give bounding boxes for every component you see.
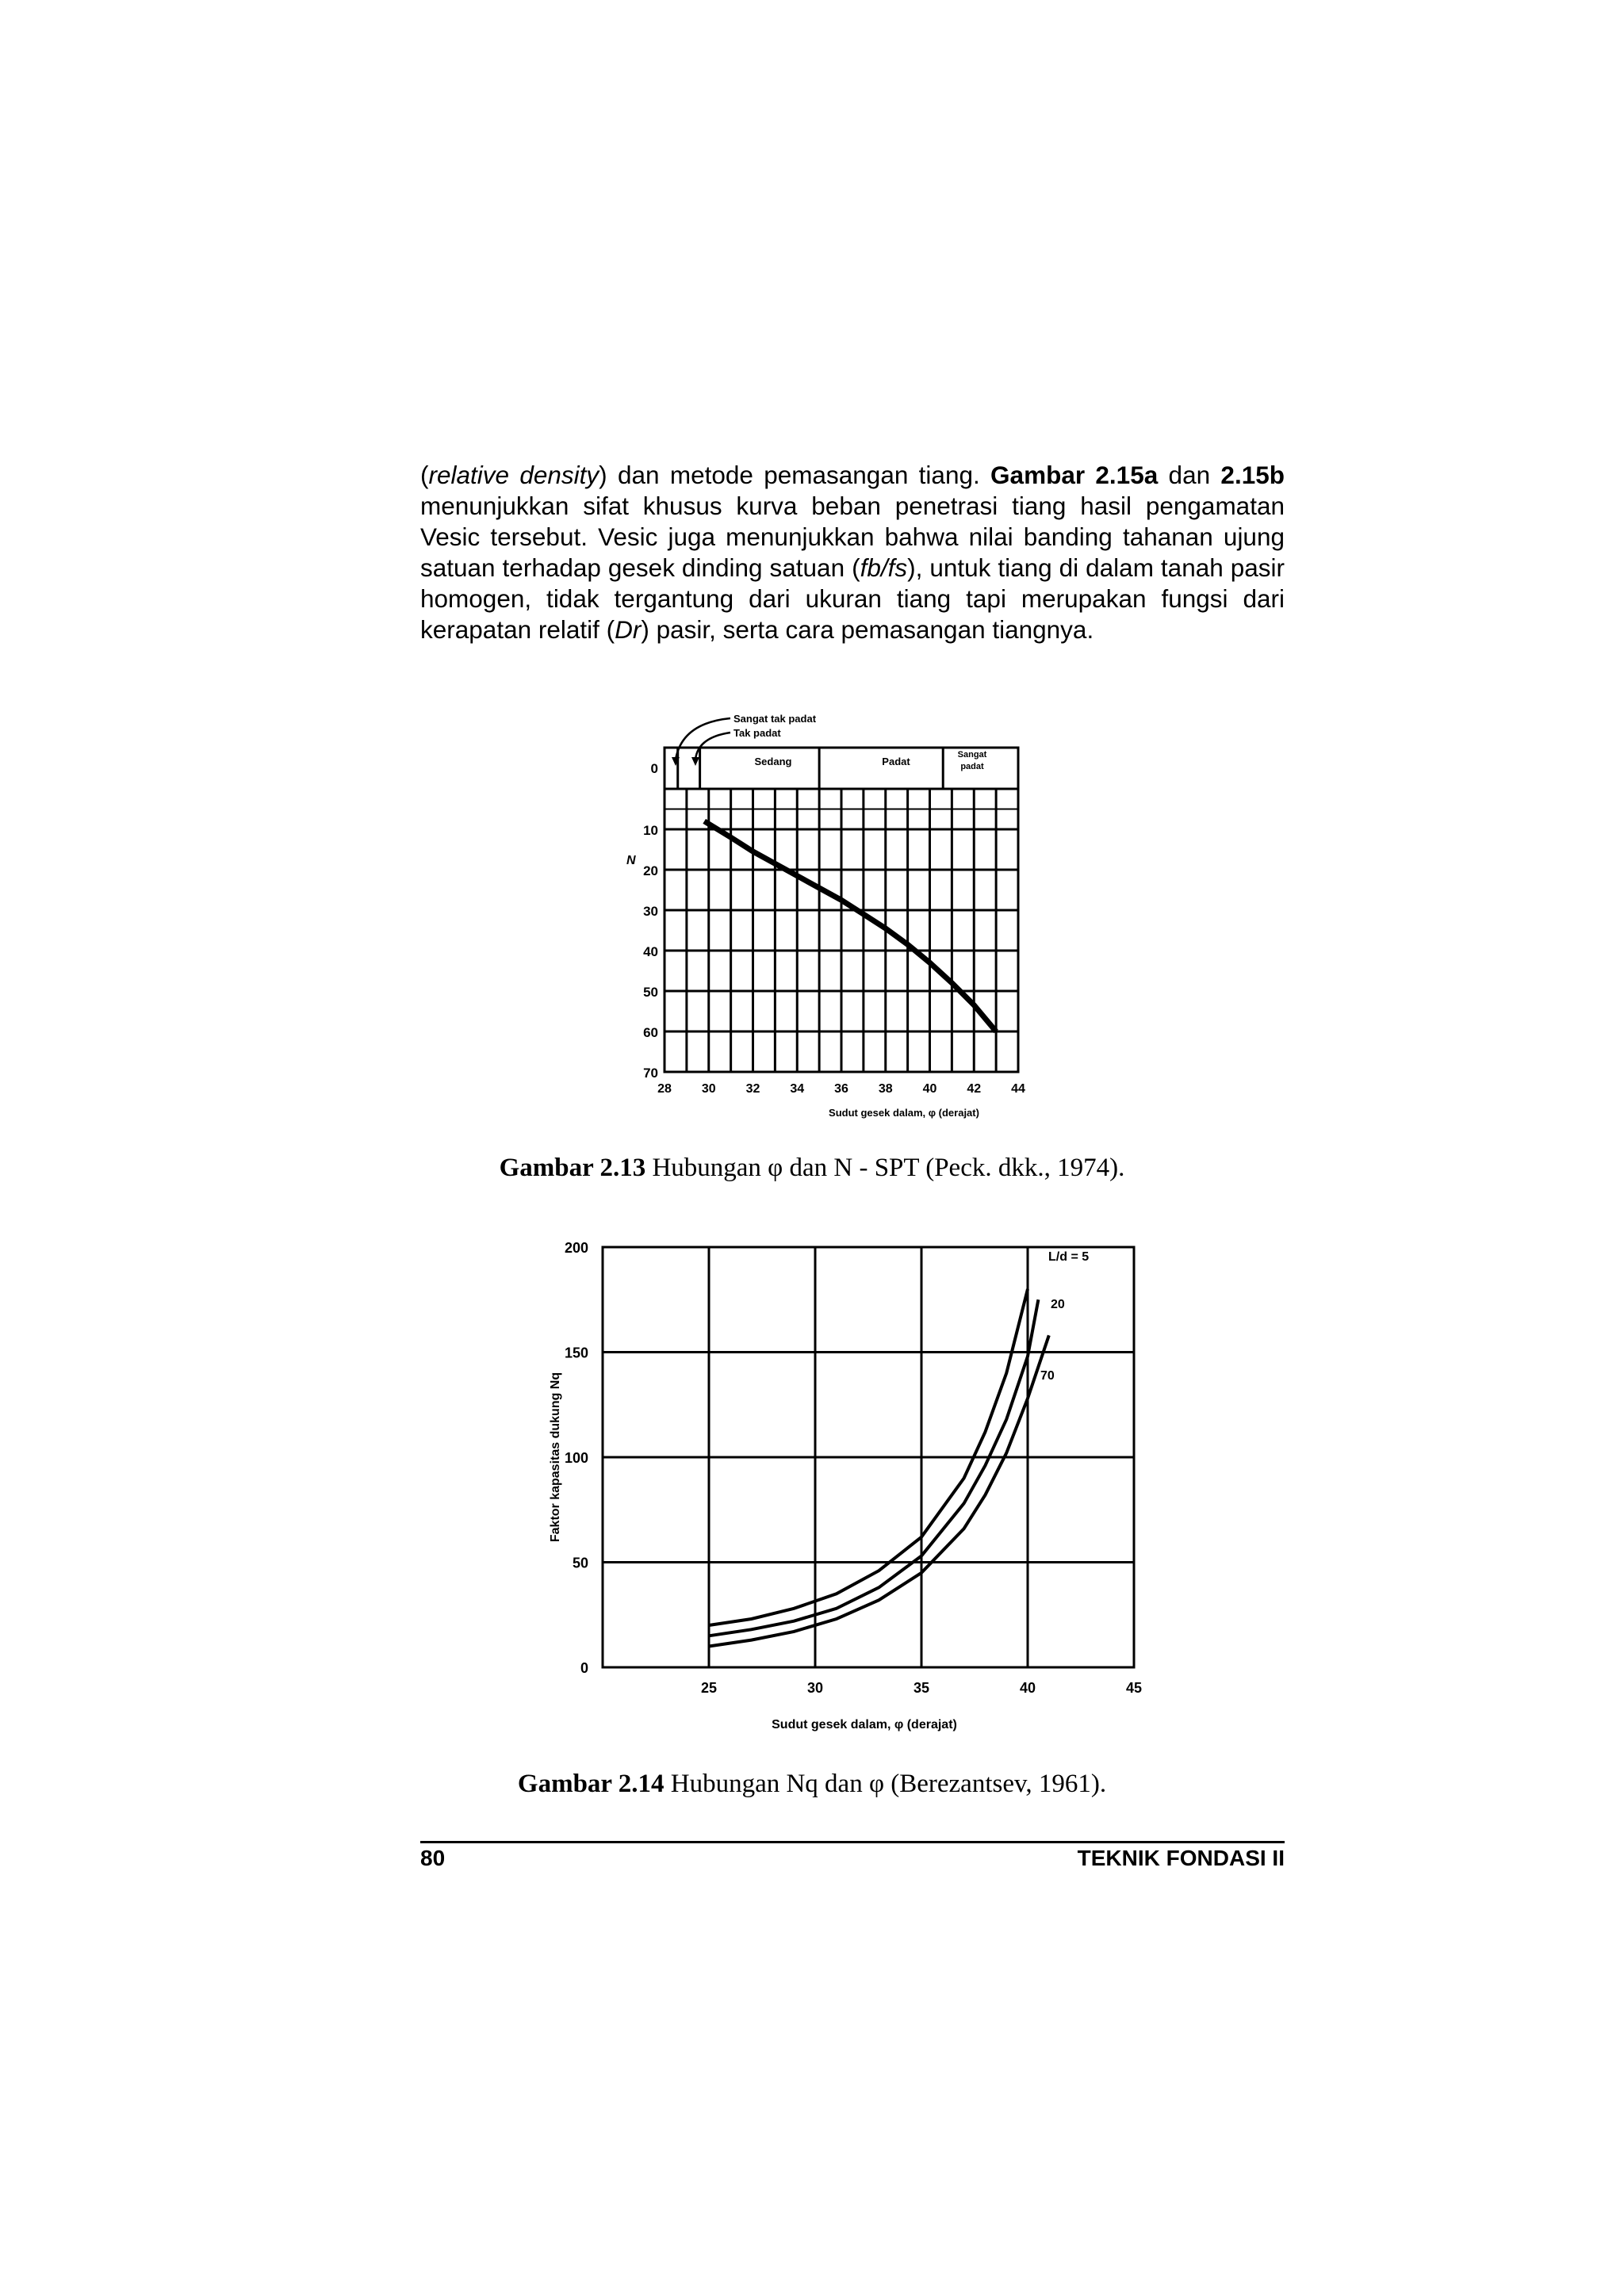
fig1-x-tick: 40: [922, 1082, 937, 1096]
fig2-y-tick: 150: [564, 1345, 588, 1361]
fig2-curve-label: 70: [1040, 1369, 1055, 1383]
fig1-band-sangat-padat: padat: [960, 762, 984, 771]
fig1-y-tick: 30: [643, 904, 658, 919]
fig1-x-tick: 44: [1011, 1082, 1025, 1096]
fig2-curve-2: [709, 1299, 1038, 1636]
fig2-x-axis-label: Sudut gesek dalam, φ (derajat): [772, 1718, 957, 1732]
fig1-band-sangat-padat: Sangat: [957, 750, 987, 760]
paragraph-segment: fb/fs: [860, 553, 908, 582]
fig2-curve-3: [709, 1335, 1049, 1646]
fig1-x-tick: 34: [790, 1082, 805, 1096]
paragraph-segment: ) dan metode pemasangan tiang.: [599, 461, 991, 489]
fig1-band-padat: Padat: [882, 756, 910, 767]
fig2-y-axis-label: Faktor kapasitas dukung Nq: [549, 1372, 562, 1543]
paragraph-segment: 2.15b: [1220, 461, 1285, 489]
paragraph-segment: Gambar 2.15a: [990, 461, 1159, 489]
footer-rule: [420, 1841, 1285, 1843]
fig1-y-tick: 50: [643, 985, 658, 1000]
fig1-y-tick: 0: [650, 761, 658, 776]
fig2-curves: [709, 1289, 1049, 1647]
paragraph-segment: ), untuk tiang di dalam tanah pasir homogen, tidak tergantung dari ukuran tiang tapi merupakan fungsi dari kerapatan relatif (: [420, 553, 1292, 644]
figure-2-caption-number: Gambar 2.14: [517, 1770, 665, 1798]
fig1-y-tick: 40: [643, 944, 658, 959]
fig1-x-tick: 30: [701, 1082, 716, 1096]
fig1-x-tick: 38: [878, 1082, 893, 1096]
fig2-labels: [549, 1240, 1142, 1732]
paragraph-segment: Dr: [615, 615, 642, 644]
figure-1-caption-text: Hubungan φ dan N - SPT (Peck. dkk., 1974).: [645, 1154, 1125, 1182]
fig1-x-tick: 42: [967, 1082, 982, 1096]
paragraph-segment: ) pasir, serta cara pemasangan tiangnya.: [641, 615, 1094, 644]
fig1-y-tick: 70: [643, 1066, 658, 1081]
fig1-y-tick: 20: [643, 863, 658, 878]
paragraph-segment: dan: [1158, 461, 1221, 489]
fig1-x-tick: 36: [834, 1082, 848, 1096]
fig2-curve-label: L/d = 5: [1048, 1250, 1090, 1264]
fig1-label-tak-padat: Tak padat: [733, 727, 781, 739]
fig1-x-axis-label: Sudut gesek dalam, φ (derajat): [829, 1107, 979, 1119]
fig1-y-tick: 10: [643, 823, 658, 838]
paragraph-segment: relative density: [428, 461, 599, 489]
paragraph-segment: menunjukkan sifat khusus kurva beban penetrasi tiang hasil pengamatan Vesic tersebut. Vesic juga menunjukkan bahwa nilai banding tahanan ujung satuan terhadap gesek dinding satuan (: [420, 461, 1292, 582]
fig2-curve-label: 20: [1051, 1298, 1065, 1311]
fig2-y-tick: 200: [564, 1240, 588, 1256]
figure-2-caption: [0, 1770, 1624, 1799]
fig1-band-sedang: Sedang: [754, 756, 792, 767]
fig1-y-tick: 60: [643, 1025, 658, 1040]
figure-1-caption-number: Gambar 2.13: [499, 1154, 646, 1182]
fig2-y-tick: 50: [572, 1555, 588, 1571]
fig2-x-tick: 30: [806, 1680, 824, 1696]
fig1-y-axis-label: N: [626, 854, 636, 867]
fig2-y-tick: 100: [564, 1450, 588, 1466]
paragraph-segment: (: [420, 461, 429, 489]
page-number: 80: [420, 1846, 446, 1870]
fig2-x-tick: 40: [1019, 1680, 1036, 1696]
fig1-x-tick: 32: [745, 1082, 760, 1096]
fig2-x-tick: 35: [913, 1680, 930, 1696]
book-title: TEKNIK FONDASI II: [1077, 1846, 1285, 1870]
figure-2-caption-text: Hubungan Nq dan φ (Berezantsev, 1961).: [664, 1770, 1107, 1798]
fig2-x-tick: 25: [700, 1680, 718, 1696]
fig1-label-sangat-tak-padat: Sangat tak padat: [733, 713, 817, 725]
fig2-y-tick: 0: [580, 1660, 588, 1676]
fig1-x-tick: 28: [657, 1082, 672, 1096]
fig2-x-tick: 45: [1125, 1680, 1143, 1696]
